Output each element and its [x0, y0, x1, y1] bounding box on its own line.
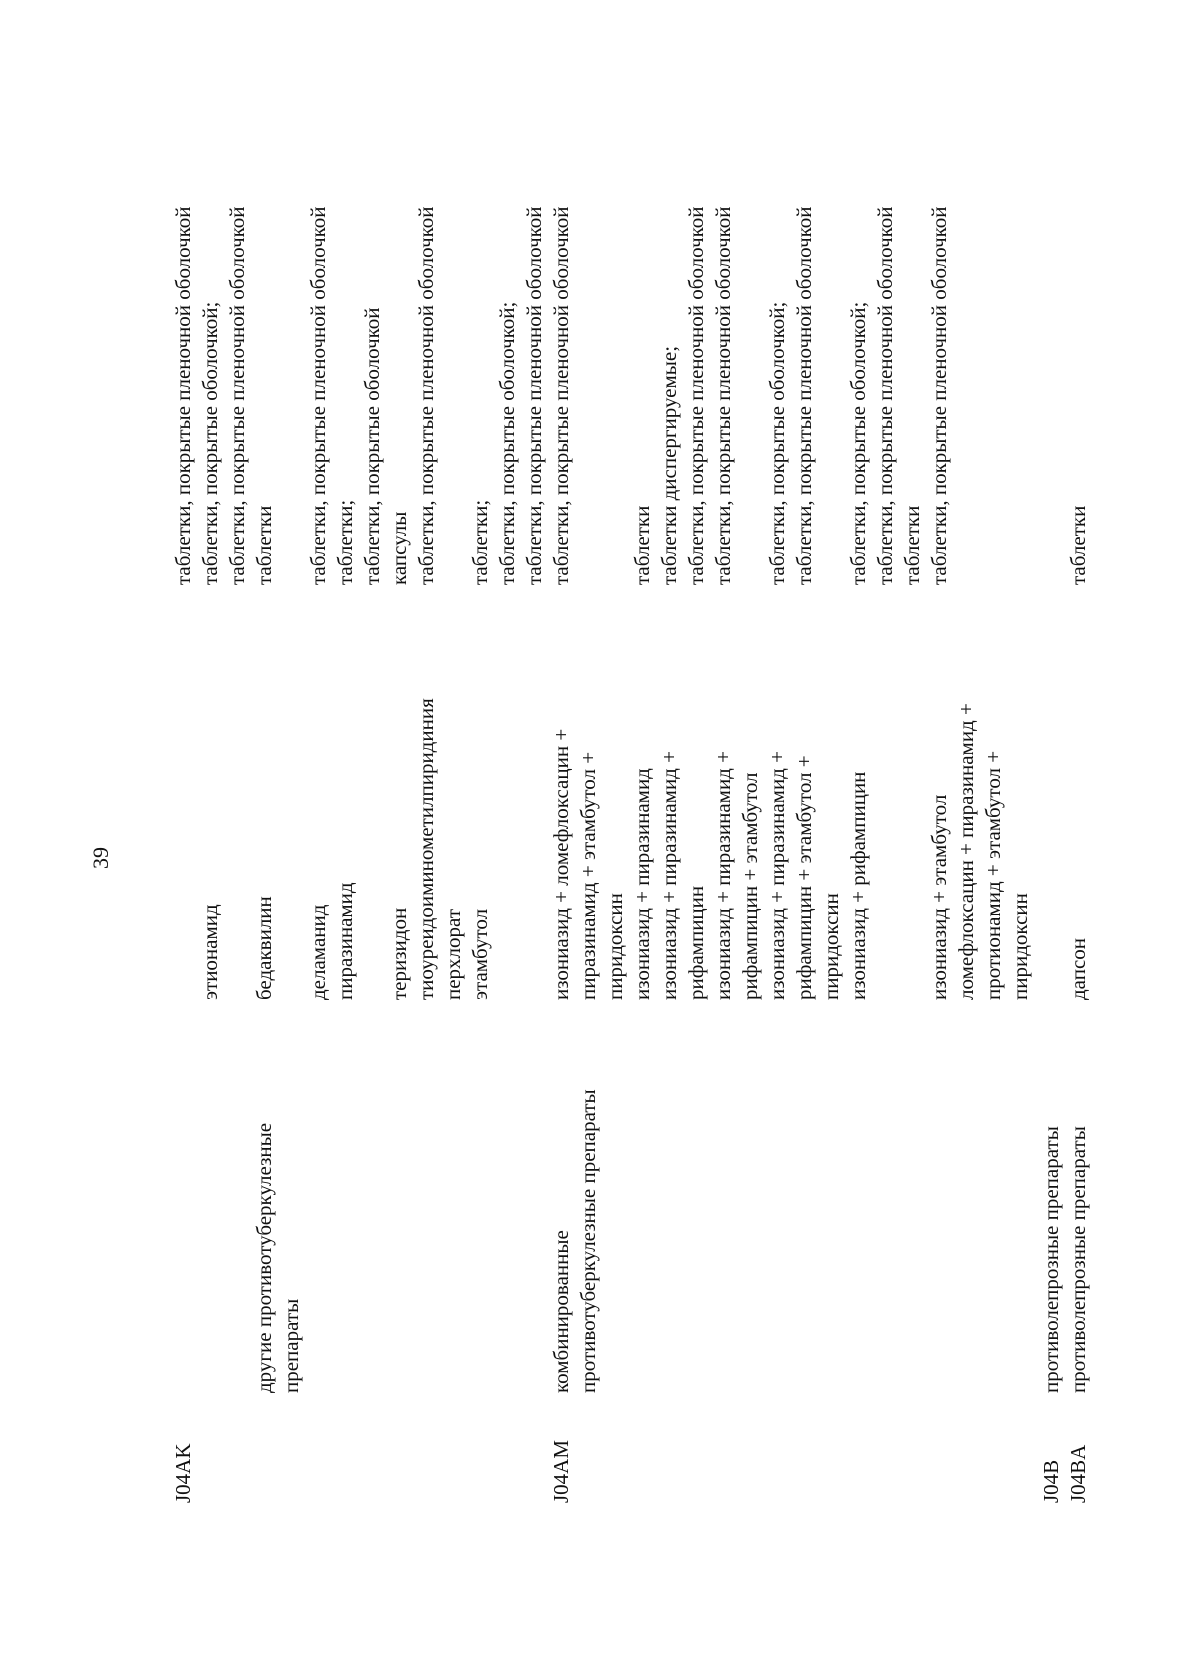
dosage-form: таблетки, покрытые оболочкой;: [495, 301, 519, 585]
dosage-form: таблетки, покрытые оболочкой;: [198, 301, 222, 585]
dosage-forms: [170, 25, 548, 585]
dosage-form: таблетки, покрытые пленочной оболочкой: [711, 206, 735, 585]
drug-name: изониазид + этамбутол: [927, 794, 951, 1000]
drug-name: изониазид + пиразинамид +: [711, 751, 735, 1000]
drug-name: бедаквилин: [252, 896, 276, 1000]
group-name: [1065, 1013, 1092, 1393]
drug-name: изониазид + рифампицин: [846, 771, 870, 1000]
dosage-form: таблетки, покрытые пленочной оболочкой: [792, 206, 816, 585]
atc-code: [1065, 1413, 1092, 1503]
drug-name: рифампицин: [684, 885, 708, 1000]
dosage-form: таблетки, покрытые пленочной оболочкой: [522, 206, 546, 585]
drug-name: деламанид: [306, 904, 330, 1000]
group-name-line: другие противотуберкулезные: [252, 1122, 276, 1393]
group-name-line: комбинированные: [549, 1230, 573, 1393]
dosage-form: таблетки: [252, 505, 276, 585]
dosage-form: таблетки, покрытые оболочкой: [360, 307, 384, 585]
drug-name: изониазид + ломефлоксацин +: [549, 728, 573, 1000]
group-name: [1038, 1013, 1065, 1393]
group-name-line: противотуберкулезные препараты: [576, 1089, 600, 1393]
dosage-forms: [548, 25, 953, 585]
dosage-form: капсулы: [387, 511, 411, 585]
atc-code: [170, 1413, 197, 1503]
group-name: [170, 1013, 305, 1393]
group-name: [548, 1013, 602, 1393]
drug-name: тиоуреидоиминометилпиридиния: [414, 698, 438, 1000]
dosage-forms: [1065, 25, 1092, 585]
dosage-form: таблетки, покрытые пленочной оболочкой: [873, 206, 897, 585]
drug-name: рифампицин + этамбутол: [738, 772, 762, 1000]
drug-names: [548, 600, 1034, 1000]
drug-name: ломефлоксацин + пиразинамид +: [954, 703, 978, 1000]
drug-names: [1065, 600, 1092, 1000]
drug-name: пиридоксин: [1008, 893, 1032, 1000]
drug-name: протионамид + этамбутол +: [981, 750, 1005, 1000]
dosage-form: таблетки, покрытые пленочной оболочкой: [171, 206, 195, 585]
drug-names: [170, 600, 494, 1000]
drug-name: перхлорат: [441, 909, 465, 1000]
dosage-form: таблетки, покрытые пленочной оболочкой: [306, 206, 330, 585]
drug-name: рифампицин + этамбутол +: [792, 755, 816, 1000]
dosage-form: таблетки: [900, 505, 924, 585]
atc-code-text: J04AK: [171, 1443, 195, 1503]
drug-name: дапсон: [1066, 937, 1090, 1000]
atc-code-text: J04BA: [1066, 1444, 1090, 1503]
drug-name: изониазид + пиразинамид +: [765, 751, 789, 1000]
drug-name: теризидон: [387, 907, 411, 1000]
dosage-form: таблетки, покрытые оболочкой;: [765, 301, 789, 585]
drug-name: этионамид: [198, 904, 222, 1000]
dosage-form: таблетки;: [468, 499, 492, 585]
drug-name: пиридоксин: [819, 893, 843, 1000]
group-name-line: препараты: [279, 1298, 303, 1393]
dosage-form: таблетки;: [333, 499, 357, 585]
drug-name: изониазид + пиразинамид +: [657, 751, 681, 1000]
page-number: 39: [88, 847, 113, 869]
dosage-form: таблетки диспергируемые;: [657, 345, 681, 585]
drug-name: этамбутол: [468, 908, 492, 1000]
drug-name: пиразинамид: [333, 882, 357, 1000]
group-name-line: противолепрозные препараты: [1066, 1126, 1090, 1393]
drug-name: изониазид + пиразинамид: [630, 768, 654, 1000]
atc-code-text: J04AM: [549, 1439, 573, 1503]
dosage-form: таблетки, покрытые пленочной оболочкой: [414, 206, 438, 585]
dosage-form: таблетки, покрытые пленочной оболочкой: [549, 206, 573, 585]
dosage-form: таблетки, покрытые пленочной оболочкой: [225, 206, 249, 585]
drug-name: пиридоксин: [603, 893, 627, 1000]
dosage-form: таблетки, покрытые пленочной оболочкой: [684, 206, 708, 585]
group-name-line: противолепрозные препараты: [1039, 1126, 1063, 1393]
atc-code: [1038, 1413, 1065, 1503]
dosage-form: таблетки: [1066, 505, 1090, 585]
dosage-form: таблетки, покрытые оболочкой;: [846, 301, 870, 585]
dosage-form: таблетки, покрытые пленочной оболочкой: [927, 206, 951, 585]
atc-code: [548, 1413, 575, 1503]
drug-name: пиразинамид + этамбутол +: [576, 751, 600, 1000]
atc-code-text: J04B: [1039, 1459, 1063, 1503]
dosage-form: таблетки: [630, 505, 654, 585]
